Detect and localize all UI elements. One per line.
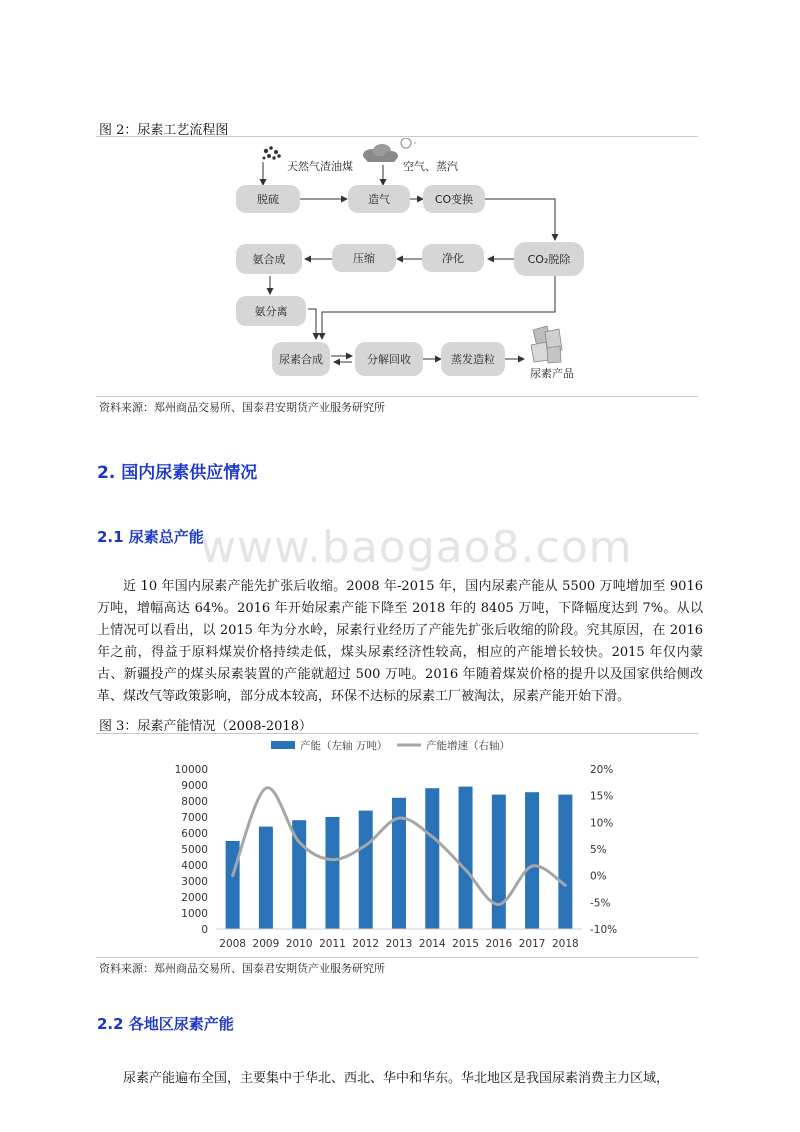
node-desulfurization (236, 185, 300, 213)
node-evaporation-granulation (441, 342, 505, 376)
capacity-bar (259, 827, 273, 929)
node-co-shift (423, 185, 485, 213)
capacity-bar (492, 795, 506, 929)
svg-text:造气: 造气 (368, 193, 390, 206)
left-axis-tick: 10000 (174, 764, 208, 776)
figure2-source: 资料来源：郑州商品交易所、国泰君安期货产业服务研究所 (99, 401, 385, 414)
x-axis-tick: 2016 (485, 938, 513, 950)
input-air-label: 空气、蒸汽 (403, 160, 458, 173)
x-axis-tick: 2013 (385, 938, 413, 950)
left-axis-tick: 2000 (181, 892, 208, 904)
fertilizer-bags-icon (531, 326, 562, 363)
left-axis-tick: 3000 (181, 876, 208, 888)
figure2-bottom-rule (96, 396, 698, 397)
left-axis-tick: 8000 (181, 796, 208, 808)
left-axis-tick: 5000 (181, 844, 208, 856)
right-axis-tick: 20% (590, 764, 614, 776)
left-axis-tick: 9000 (181, 780, 208, 792)
svg-text:尿素合成: 尿素合成 (279, 353, 323, 366)
node-decomposition-recovery (355, 342, 423, 376)
legend-bar-label: 产能（左轴 万吨） (300, 740, 388, 752)
left-axis-tick: 1000 (181, 908, 208, 920)
node-gasification (348, 185, 410, 213)
legend-line-label: 产能增速（右轴） (426, 740, 510, 752)
left-axis-tick: 4000 (181, 860, 208, 872)
x-axis-tick: 2015 (452, 938, 479, 950)
right-axis-tick: -10% (590, 924, 618, 936)
capacity-bar (558, 795, 572, 929)
right-axis-tick: 15% (590, 790, 614, 803)
right-axis-tick: 10% (590, 817, 614, 830)
x-axis-tick: 2009 (252, 938, 280, 950)
product-label: 尿素产品 (530, 367, 574, 380)
svg-text:净化: 净化 (442, 252, 464, 265)
figure3-bottom-rule (96, 957, 698, 958)
figure3-caption: 图 3：尿素产能情况（2008-2018） (99, 719, 312, 734)
svg-text:蒸发造粒: 蒸发造粒 (451, 353, 495, 366)
input-fuel-label: 天然气渣油煤 (287, 160, 353, 173)
coal-pile-icon (263, 146, 281, 160)
x-axis-tick: 2011 (319, 938, 346, 950)
node-purification (422, 244, 484, 272)
node-co2-removal (514, 242, 584, 276)
section-heading-2-2: 2.2 各地区尿素产能 (97, 1015, 234, 1033)
node-ammonia-synthesis (236, 244, 302, 274)
x-axis-tick: 2012 (352, 938, 380, 950)
legend-bar-swatch (271, 741, 295, 749)
right-axis-tick: -5% (590, 897, 611, 910)
figure2-caption: 图 2：尿素工艺流程图 (99, 123, 229, 138)
svg-text:压缩: 压缩 (353, 252, 375, 265)
figure3-source: 资料来源：郑州商品交易所、国泰君安期货产业服务研究所 (99, 962, 385, 975)
regional-paragraph: 尿素产能遍布全国，主要集中于华北、西北、华中和华东。华北地区是我国尿素消费主力区域， (123, 1071, 670, 1086)
svg-text:氨合成: 氨合成 (252, 253, 286, 266)
left-axis-tick: 0 (201, 924, 208, 936)
x-axis-tick: 2018 (551, 938, 579, 950)
capacity-paragraph: 近 10 年国内尿素产能先扩张后收缩。2008 年-2015 年，国内尿素产能从 5500 万吨增加至 9016 万吨，增幅高达 64%。2016 年开始尿素产能下降至 2018 年的 8405 万吨，下降幅度达到 7%。从以上情况可以看出，以 2015 年为分水岭，尿素行业经历了产能先扩张后收缩的阶段。究其原因，在 2016 年之前，得益于原料煤炭价格持续走低，煤头尿素经济性较高，相应的产能增长较快。2015 年仅内蒙古、新疆投产的煤头尿素装置的产能就超过 500 万吨。2016 年随着煤炭价格的提升以及国家供给侧改革、煤改气等政策影响，部分成本较高，环保不达标的尿素工厂被淘汰，尿素产能开始下滑。 (97, 579, 703, 704)
figure2-top-rule (96, 136, 698, 137)
svg-text:CO₂脱除: CO₂脱除 (527, 253, 571, 266)
capacity-bar (459, 787, 473, 929)
node-compression (332, 244, 396, 272)
capacity-bar (425, 788, 439, 929)
section-heading-2: 2. 国内尿素供应情况 (97, 463, 258, 483)
left-axis-tick: 6000 (181, 828, 208, 840)
cloud-sun-icon (363, 138, 416, 162)
left-axis-tick: 7000 (181, 812, 208, 824)
right-axis-tick: 0% (590, 870, 607, 883)
svg-text:CO变换: CO变换 (434, 193, 474, 206)
x-axis-tick: 2008 (219, 938, 247, 950)
svg-text:脱硫: 脱硫 (257, 193, 279, 206)
x-axis-tick: 2010 (285, 938, 313, 950)
x-axis-tick: 2014 (418, 938, 446, 950)
watermark: www.baogao8.com (200, 522, 633, 573)
capacity-bar (359, 811, 373, 929)
capacity-bar (226, 841, 240, 929)
capacity-bar (525, 792, 539, 929)
svg-text:分解回收: 分解回收 (367, 353, 411, 366)
node-urea-synthesis (272, 342, 330, 376)
capacity-bar (325, 817, 339, 929)
x-axis-tick: 2017 (518, 938, 546, 950)
right-axis-tick: 5% (590, 844, 607, 856)
flowchart (96, 138, 700, 396)
svg-text:氨分离: 氨分离 (254, 305, 288, 318)
capacity-chart (96, 734, 700, 956)
section-heading-2-1: 2.1 尿素总产能 (97, 528, 204, 546)
node-ammonia-separation (236, 296, 306, 326)
